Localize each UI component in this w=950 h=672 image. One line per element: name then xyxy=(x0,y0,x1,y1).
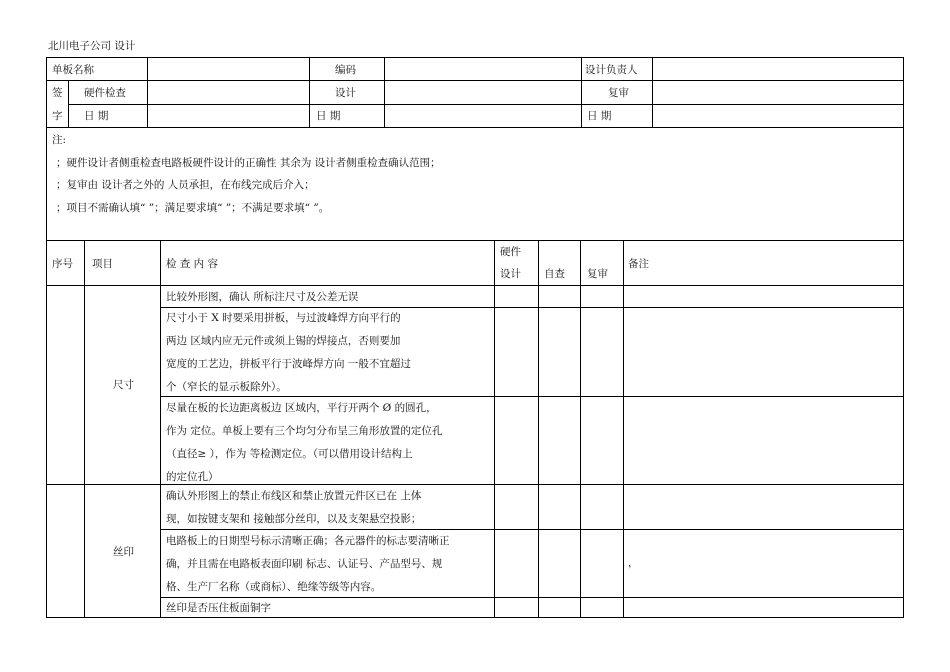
sign-label-2: 字 xyxy=(52,110,63,122)
col-header-review: 复审 xyxy=(587,268,608,280)
col-header-hw-design: 硬件 xyxy=(500,246,521,258)
board-name-label: 单板名称 xyxy=(52,64,94,76)
col-header-seq: 序号 xyxy=(52,258,73,270)
item-label-silkscreen: 丝印 xyxy=(113,546,134,558)
col-header-hw-design: 设计 xyxy=(500,268,521,280)
col-divider xyxy=(538,240,539,618)
check-content: 尺寸小于 X 时要采用拼板，与过波峰焊方向平行的 两边 区域内应无元件或须上锡的焊接点，否则要加 宽度的工艺边，拼板平行于波峰焊方向 一般不宜超过 个（窄长的显示板除外）。 xyxy=(166,312,411,393)
col-divider xyxy=(68,80,69,127)
row-divider xyxy=(46,80,904,81)
col-divider xyxy=(384,57,385,127)
check-content: 比较外形图，确认 所标注尺寸及公差无误 xyxy=(166,291,359,303)
note-line: ；项目不需确认填“ ”；满足要求填“ ”；不满足要求填“ ”。 xyxy=(56,202,330,214)
col-header-remark: 备注 xyxy=(628,258,649,270)
col-divider xyxy=(581,57,582,127)
remark-text: ， xyxy=(628,557,639,569)
date-label: 日 期 xyxy=(587,110,612,122)
date-label: 日 期 xyxy=(84,110,109,122)
col-divider xyxy=(623,240,624,618)
design-lead-label: 设计负责人 xyxy=(585,64,638,76)
check-content: 电路板上的日期型号标示清晰正确；各元器件的标志要清晰正 确，并且需在电路板表面印刷 标志、认证号、产品型号、规 格、生产厂名称（或商标）、绝缘等级等内容。 xyxy=(166,535,450,593)
col-divider xyxy=(494,240,495,618)
item-label-size: 尺寸 xyxy=(113,379,134,391)
col-header-item: 项目 xyxy=(92,258,113,270)
hw-check-label: 硬件检查 xyxy=(84,87,126,99)
document-title: 北川电子公司 设计 xyxy=(48,40,136,52)
row-divider xyxy=(46,285,904,286)
col-divider xyxy=(147,57,148,127)
check-content: 丝印是否压住板面铜字 xyxy=(166,602,271,614)
note-line: ；硬件设计者侧重检查电路板硬件设计的正确性 其余为 设计者侧重检查确认范围； xyxy=(56,157,441,169)
note-line: ；复审由 设计者之外的 人员承担，在布线完成后介入； xyxy=(56,179,315,191)
review-label: 复审 xyxy=(608,87,629,99)
col-divider xyxy=(309,57,310,127)
col-divider xyxy=(580,240,581,618)
col-header-content: 检 查 内 容 xyxy=(166,258,219,270)
notes-title: 注: xyxy=(52,134,67,146)
row-divider xyxy=(46,127,904,128)
code-label: 编码 xyxy=(335,64,356,76)
col-divider xyxy=(160,240,161,618)
col-divider xyxy=(84,240,85,618)
check-content: 确认外形图上的禁止布线区和禁止放置元件区已在 上体 现，如按键支架和 接触部分丝印，以及支架悬空投影； xyxy=(166,490,422,525)
check-content: 尽量在板的长边距离板边 区域内，平行开两个 Ø 的圆孔， 作为 定位。单板上要有三个均匀分布呈三角形放置的定位孔 （直径≥ ），作为 等检测定位。（可以借用设计结构上 的定位孔） xyxy=(166,402,443,483)
sign-label-1: 签 xyxy=(52,87,63,99)
date-label: 日 期 xyxy=(316,110,341,122)
row-divider xyxy=(68,104,904,105)
design-label: 设计 xyxy=(335,87,356,99)
col-divider xyxy=(652,57,653,127)
row-divider xyxy=(46,240,904,241)
col-header-self-check: 自查 xyxy=(544,268,565,280)
